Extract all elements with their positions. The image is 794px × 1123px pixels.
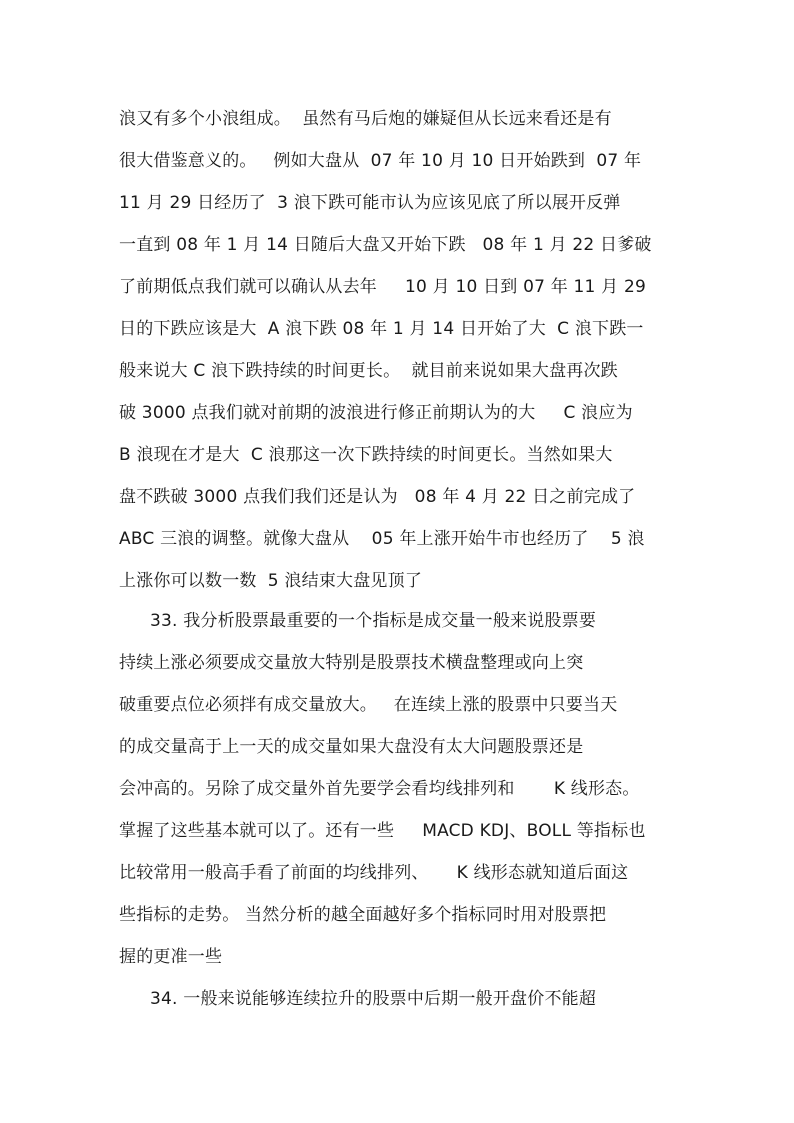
text-line: ABC 三浪的调整。就像大盘从 05 年上涨开始牛市也经历了 5 浪	[119, 529, 645, 549]
text-line: 般来说大 C 浪下跌持续的时间更长。 就目前来说如果大盘再次跌	[119, 361, 618, 381]
text-line: 掌握了这些基本就可以了。还有一些 MACD KDJ、BOLL 等指标也	[119, 821, 646, 841]
text-line: 的成交量高于上一天的成交量如果大盘没有太大问题股票还是	[119, 737, 584, 757]
text-line: 日的下跌应该是大 A 浪下跌 08 年 1 月 14 日开始了大 C 浪下跌一	[119, 319, 644, 339]
text-line: 破重要点位必须拌有成交量放大。 在连续上涨的股票中只要当天	[119, 695, 618, 715]
text-line: 握的更准一些	[119, 947, 223, 967]
text-line: 11 月 29 日经历了 3 浪下跌可能市认为应该见底了所以展开反弹	[119, 193, 621, 213]
text-line: 很大借鉴意义的。 例如大盘从 07 年 10 月 10 日开始跌到 07 年	[119, 151, 642, 171]
section-33-first-line: 33. 我分析股票最重要的一个指标是成交量一般来说股票要	[150, 611, 597, 631]
text-line: 浪又有多个小浪组成。 虽然有马后炮的嫌疑但从长远来看还是有	[119, 109, 612, 129]
text-line: B 浪现在才是大 C 浪那这一次下跌持续的时间更长。当然如果大	[119, 445, 613, 465]
text-line: 比较常用一般高手看了前面的均线排列、 K 线形态就知道后面这	[119, 863, 629, 883]
text-line: 了前期低点我们就可以确认从去年 10 月 10 日到 07 年 11 月 29	[119, 277, 647, 297]
text-line: 上涨你可以数一数 5 浪结束大盘见顶了	[119, 571, 423, 591]
text-line: 会冲高的。另除了成交量外首先要学会看均线排列和 K 线形态。	[119, 779, 640, 799]
text-line: 一直到 08 年 1 月 14 日随后大盘又开始下跌 08 年 1 月 22 日爹破	[119, 235, 652, 255]
section-34-first-line: 34. 一般来说能够连续拉升的股票中后期一般开盘价不能超	[150, 989, 597, 1009]
text-line: 些指标的走势。 当然分析的越全面越好多个指标同时用对股票把	[119, 905, 607, 925]
text-line: 持续上涨必须要成交量放大特别是股票技术横盘整理或向上突	[119, 653, 584, 673]
text-line: 破 3000 点我们就对前期的波浪进行修正前期认为的大 C 浪应为	[119, 403, 633, 423]
text-line: 盘不跌破 3000 点我们我们还是认为 08 年 4 月 22 日之前完成了	[119, 487, 636, 507]
